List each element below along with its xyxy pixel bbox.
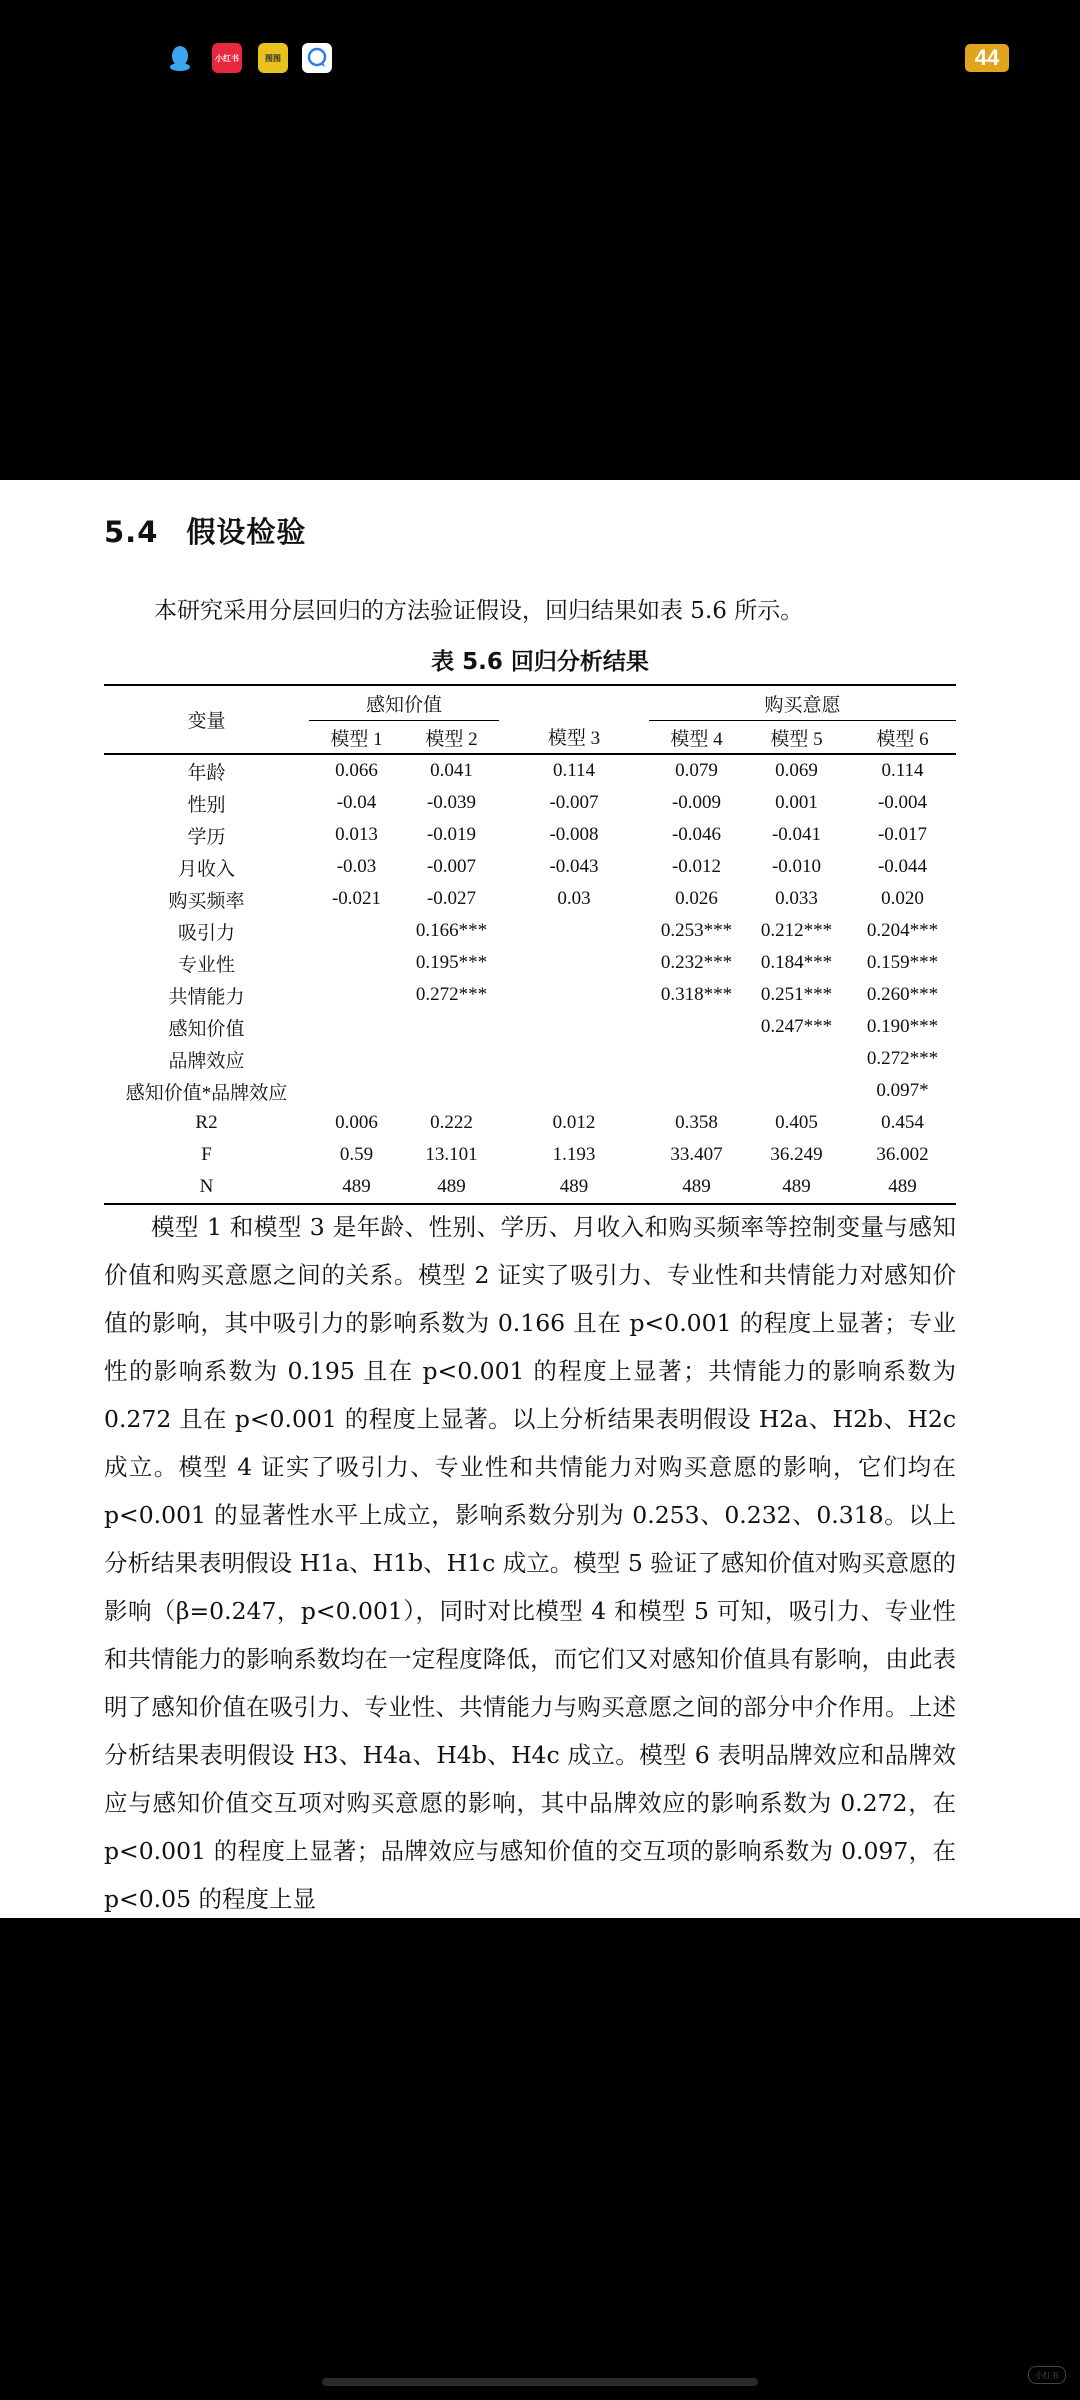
table-cell	[499, 1011, 649, 1043]
table-cell: 0.079	[675, 760, 718, 781]
table-row	[104, 1075, 956, 1107]
table-cell: 489	[309, 1171, 404, 1204]
qq-app-icon	[165, 43, 195, 73]
section-number: 5.4	[104, 515, 159, 549]
battery-indicator: 44	[965, 44, 1009, 72]
table-cell: 0.033	[775, 888, 818, 909]
table-cell: 0.013	[335, 824, 378, 845]
table-cell	[649, 1043, 744, 1075]
table-caption: 表 5.6 回归分析结果	[431, 649, 649, 675]
table-cell: 489	[849, 1171, 956, 1204]
model-header: 模型 5	[744, 721, 849, 755]
table-cell: 0.097*	[876, 1080, 929, 1101]
table-cell: 0.026	[675, 888, 718, 909]
table-cell: -0.004	[877, 792, 928, 813]
row-label: N	[104, 1171, 309, 1204]
table-row	[104, 1107, 956, 1139]
table-cell: 0.454	[881, 1112, 924, 1133]
table-cell: 0.184***	[760, 952, 833, 973]
table-cell: 0.405	[775, 1112, 818, 1133]
table-cell: -0.010	[771, 856, 822, 877]
row-label: 感知价值	[168, 1018, 245, 1040]
table-cell: -0.04	[336, 792, 377, 813]
table-cell: 0.069	[775, 760, 818, 781]
table-cell: -0.039	[426, 792, 477, 813]
table-cell: 0.260***	[866, 984, 939, 1005]
table-cell: 0.272***	[415, 984, 488, 1005]
table-cell: 0.190***	[866, 1016, 939, 1037]
group-header-purchase-intention: 购买意愿	[649, 685, 956, 721]
table-cell: 36.002	[876, 1144, 929, 1165]
variable-header: 变量	[104, 685, 309, 754]
table-cell	[404, 1075, 499, 1107]
table-cell: 0.212***	[760, 920, 833, 941]
table-cell: -0.008	[549, 824, 599, 845]
table-cell: 0.012	[552, 1112, 596, 1133]
table-cell: 0.247***	[760, 1016, 833, 1037]
table-cell: -0.03	[336, 856, 377, 877]
table-cell: 0.114	[881, 760, 924, 781]
table-row	[104, 1171, 956, 1204]
table-cell: 489	[499, 1171, 649, 1204]
row-label: F	[201, 1144, 212, 1165]
table-cell: -0.007	[549, 792, 599, 813]
row-label: 月收入	[177, 858, 235, 880]
section-heading	[104, 510, 306, 551]
message-app-icon	[302, 43, 332, 73]
table-cell: -0.041	[771, 824, 822, 845]
model-header: 模型 3	[499, 721, 649, 755]
table-cell: 0.318***	[660, 984, 733, 1005]
table-cell	[309, 947, 404, 979]
table-cell: 0.001	[775, 792, 818, 813]
section-title: 假设检验	[186, 515, 307, 549]
table-cell: -0.017	[877, 824, 928, 845]
table-cell	[309, 1043, 404, 1075]
table-cell: -0.007	[426, 856, 477, 877]
row-label: 品牌效应	[168, 1050, 245, 1072]
table-cell: 0.066	[335, 760, 378, 781]
table-cell	[744, 1043, 849, 1075]
row-label: R2	[195, 1112, 218, 1133]
model-header: 模型 4	[649, 721, 744, 755]
table-body	[104, 754, 956, 1204]
body-paragraph: 模型 1 和模型 3 是年龄、性别、学历、月收入和购买频率等控制变量与感知价值和购买意愿之间的关系。模型 2 证实了吸引力、专业性和共情能力对感知价值的影响，其中吸引力的影响系数为 0.166 且在 p<0.001 的程度上显著；专业性的影响系数为 0.195 且在 p<0.001 的程度上显著；共情能力的影响系数为 0.272 且在 p<0.001 的程度上显著。以上分析结果表明假设 H2a、H2b、H2c 成立。模型 4 证实了吸引力、专业性和共情能力对购买意愿的影响，它们均在 p<0.001 的显著性水平上成立，影响系数分别为 0.253、0.232、0.318。以上分析结果表明假设 H1a、H1b、H1c 成立。模型 5 验证了感知价值对购买意愿的影响（β=0.247，p<0.001），同时对比模型 4 和模型 5 可知，吸引力、专业性和共情能力的影响系数均在一定程度降低，而它们又对感知价值具有影响，由此表明了感知价值在吸引力、专业性、共情能力与购买意愿之间的部分中介作用。上述分析结果表明假设 H3、H4a、H4b、H4c 成立。模型 6 表明品牌效应和品牌效应与感知价值交互项对购买意愿的影响，其中品牌效应的影响系数为 0.272，在 p<0.001 的程度上显著；品牌效应与感知价值的交互项的影响系数为 0.097，在 p<0.05 的程度上显	[104, 1213, 956, 1913]
group-header-perceived-value: 感知价值	[309, 685, 499, 721]
yuanbao-app-icon: 图图	[258, 43, 288, 73]
table-cell	[309, 1075, 404, 1107]
table-cell: 33.407	[670, 1144, 723, 1165]
table-cell	[309, 915, 404, 947]
document-page	[0, 480, 1080, 1918]
table-row	[104, 915, 956, 947]
table-cell	[404, 1011, 499, 1043]
table-cell: 0.59	[339, 1144, 374, 1165]
table-cell: 0.020	[881, 888, 924, 909]
table-cell: 0.232***	[660, 952, 733, 973]
table-cell: 0.114	[552, 760, 596, 781]
table-cell: -0.019	[426, 824, 477, 845]
table-row	[104, 819, 956, 851]
row-label: 共情能力	[168, 986, 245, 1008]
row-label: 年龄	[187, 762, 226, 784]
status-bar	[0, 0, 1080, 120]
table-row	[104, 787, 956, 819]
table-cell: 0.03	[557, 888, 591, 909]
table-cell: -0.046	[671, 824, 722, 845]
table-row	[104, 1043, 956, 1075]
row-label: 吸引力	[177, 922, 235, 944]
table-cell: 489	[404, 1171, 499, 1204]
table-cell	[499, 1075, 649, 1107]
table-cell	[649, 1011, 744, 1043]
table-cell: 0.195***	[415, 952, 488, 973]
table-cell	[744, 1075, 849, 1107]
table-row	[104, 947, 956, 979]
table-cell	[499, 915, 649, 947]
table-row	[104, 1011, 956, 1043]
table-cell: 0.166***	[415, 920, 488, 941]
intro-sentence: 本研究采用分层回归的方法验证假设，回归结果如表 5.6 所示。	[154, 598, 804, 624]
row-label: 学历	[187, 826, 226, 848]
row-label: 感知价值*品牌效应	[125, 1082, 288, 1104]
table-cell: -0.027	[426, 888, 477, 909]
table-cell	[649, 1075, 744, 1107]
regression-table	[104, 684, 956, 1205]
table-cell: -0.044	[877, 856, 928, 877]
table-cell	[499, 979, 649, 1011]
table-cell: 0.041	[430, 760, 473, 781]
table-row	[104, 883, 956, 915]
table-row	[104, 1139, 956, 1171]
table-cell: 1.193	[552, 1144, 596, 1165]
table-cell: 0.006	[335, 1112, 378, 1133]
model-header: 模型 2	[404, 721, 499, 755]
table-cell: 489	[744, 1171, 849, 1204]
home-indicator[interactable]	[322, 2378, 758, 2386]
table-cell: 0.251***	[760, 984, 833, 1005]
table-cell	[404, 1043, 499, 1075]
model-header: 模型 1	[309, 721, 404, 755]
table-row	[104, 851, 956, 883]
table-cell: -0.009	[671, 792, 722, 813]
table-cell	[309, 1011, 404, 1043]
table-cell: -0.043	[549, 856, 599, 877]
model-header: 模型 6	[849, 721, 956, 755]
table-cell: -0.021	[331, 888, 382, 909]
table-cell	[499, 1043, 649, 1075]
row-label: 性别	[187, 794, 226, 816]
table-cell: -0.012	[671, 856, 722, 877]
table-cell	[309, 979, 404, 1011]
table-row	[104, 979, 956, 1011]
table-cell: 0.272***	[866, 1048, 939, 1069]
xiaohongshu-app-icon: 小红书	[212, 43, 242, 73]
table-cell: 489	[649, 1171, 744, 1204]
table-cell	[499, 947, 649, 979]
row-label: 专业性	[177, 954, 235, 976]
table-cell: 0.222	[430, 1112, 473, 1133]
table-cell: 0.159***	[866, 952, 939, 973]
table-row	[104, 754, 956, 787]
row-label: 购买频率	[168, 890, 245, 912]
table-cell: 36.249	[770, 1144, 823, 1165]
table-cell: 13.101	[425, 1144, 478, 1165]
table-cell: 0.204***	[866, 920, 939, 941]
table-cell: 0.253***	[660, 920, 733, 941]
table-cell: 0.358	[675, 1112, 718, 1133]
watermark: 小红书	[1028, 2366, 1066, 2384]
